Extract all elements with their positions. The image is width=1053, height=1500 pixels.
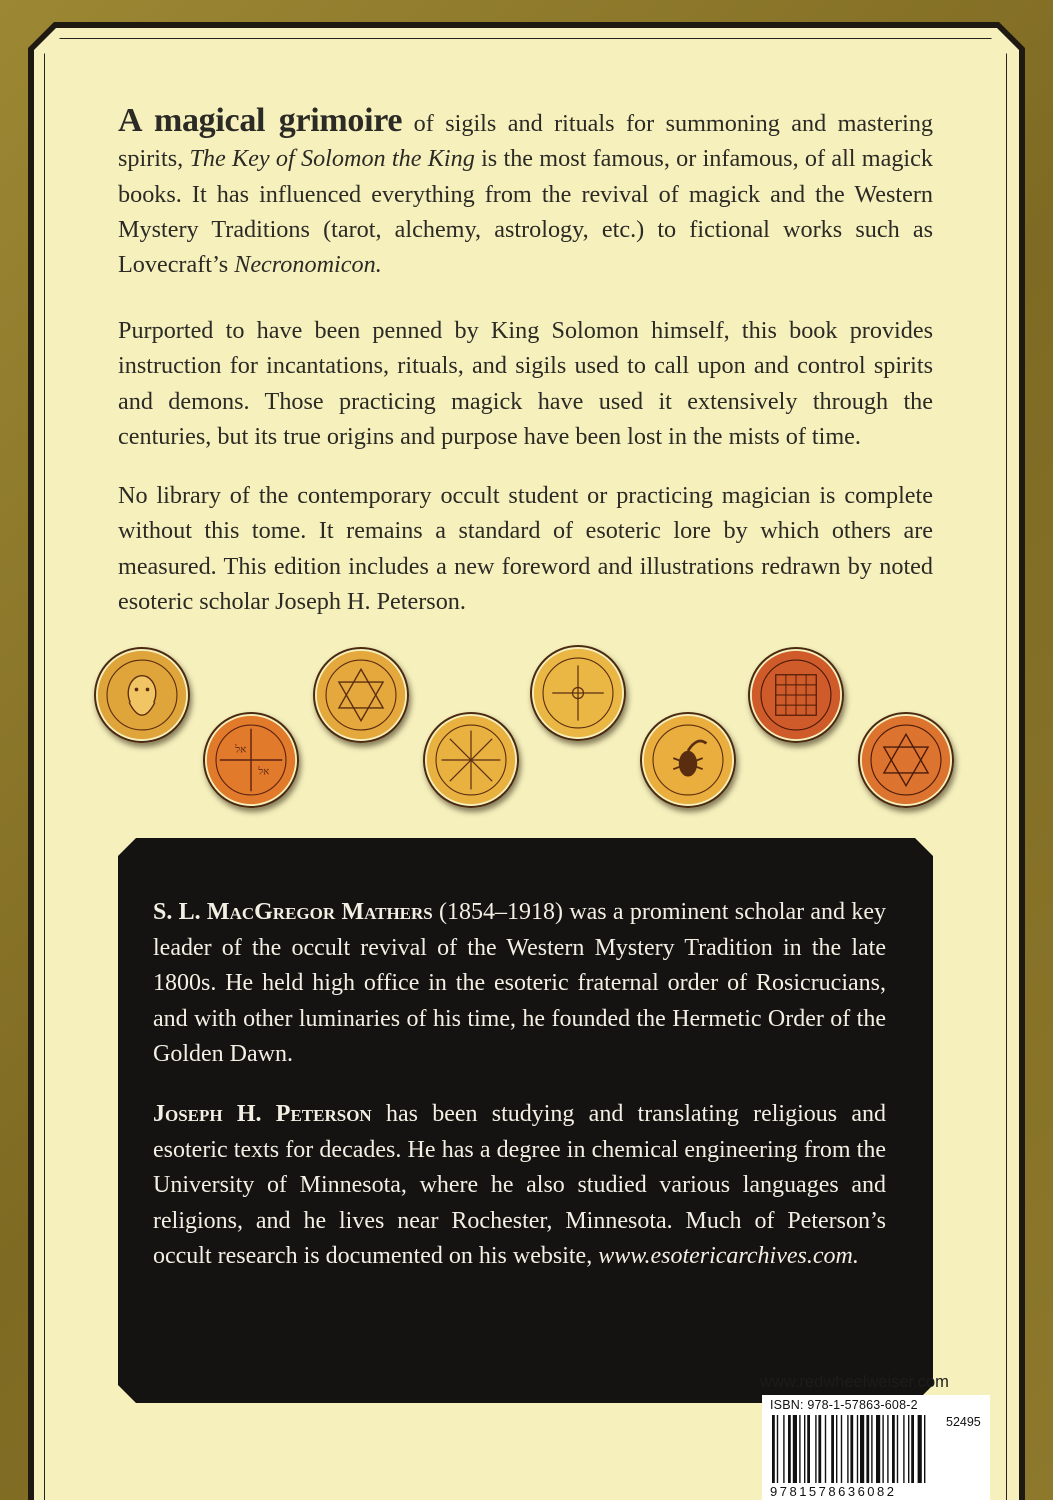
barcode: [772, 1415, 984, 1483]
blurb-paragraph-3: No library of the contemporary occult student or practicing magician is complete without this tome. It remains a standard of esoteric lore by which others are measured. This edition includes a new foreword and illustrations redrawn by noted esoteric scholar Joseph H. Peterson.: [118, 482, 933, 615]
seal-cross: [203, 712, 299, 808]
bio-text: (1854–1918) was a prominent scholar and key leader of the occult revival of the Western Mystery Tradition in the late 1800s. He held high office in the esoteric fraternal order of Rosicrucians, and with other luminaries of his time, he founded the Hermetic Order of the Golden Dawn.: [153, 899, 887, 1067]
author-name: Joseph H. Peterson: [153, 1101, 372, 1127]
peterson-bio: [153, 1097, 886, 1275]
svg-text:אל: אל: [258, 766, 270, 778]
seal-grid: [748, 647, 844, 743]
seal-wheel: [423, 712, 519, 808]
isbn-text: ISBN: 978-1-57863-608-2: [770, 1398, 918, 1412]
referenced-work: Necronomicon.: [234, 251, 382, 279]
price-code: 52495: [946, 1415, 981, 1429]
blurb-text: is the most famous, or infamous, of all magick books. It has influenced everything from the revival of magick and the Western Mystery Traditions (tarot, alchemy, astrology, etc.) to fictional works such as Lovecraft’s: [118, 145, 933, 279]
seal-scorpion: [640, 712, 736, 808]
author-website: www.esotericarchives.com.: [598, 1243, 859, 1269]
seal-star: [530, 645, 626, 741]
author-name: S. L. MacGregor Mathers: [153, 899, 433, 925]
ean-number: 9781578636082: [770, 1484, 897, 1499]
bio-text: has been studying and translating religious and esoteric texts for decades. He has a degree in chemical engineering from the University of Minnesota, where he also studied various languages and religions, and he lives near Rochester, Minnesota. Much of Peterson’s occult research is documented on his website,: [153, 1101, 887, 1269]
blurb-lead-phrase: A magical grimoire: [118, 102, 403, 139]
svg-text:אל: אל: [235, 744, 247, 756]
blurb-paragraph-1: [118, 103, 933, 282]
seal-hexagram: [313, 647, 409, 743]
mathers-bio: [153, 895, 886, 1073]
book-title: The Key of Solomon the King: [189, 145, 475, 173]
blurb-text: of sigils and rituals for summoning and mastering spirits,: [118, 110, 934, 173]
publisher-website: www.redwheelweiser.com: [760, 1373, 949, 1391]
seal-face: [94, 647, 190, 743]
seal-triangle: [858, 712, 954, 808]
blurb-paragraph-2: Purported to have been penned by King Solomon himself, this book provides instruction for incantations, rituals, and sigils used to call upon and control spirits and demons. Those practicing magick have used it extensively through the centuries, but its true origins and purpose have been lost in the mists of time.: [118, 317, 933, 450]
